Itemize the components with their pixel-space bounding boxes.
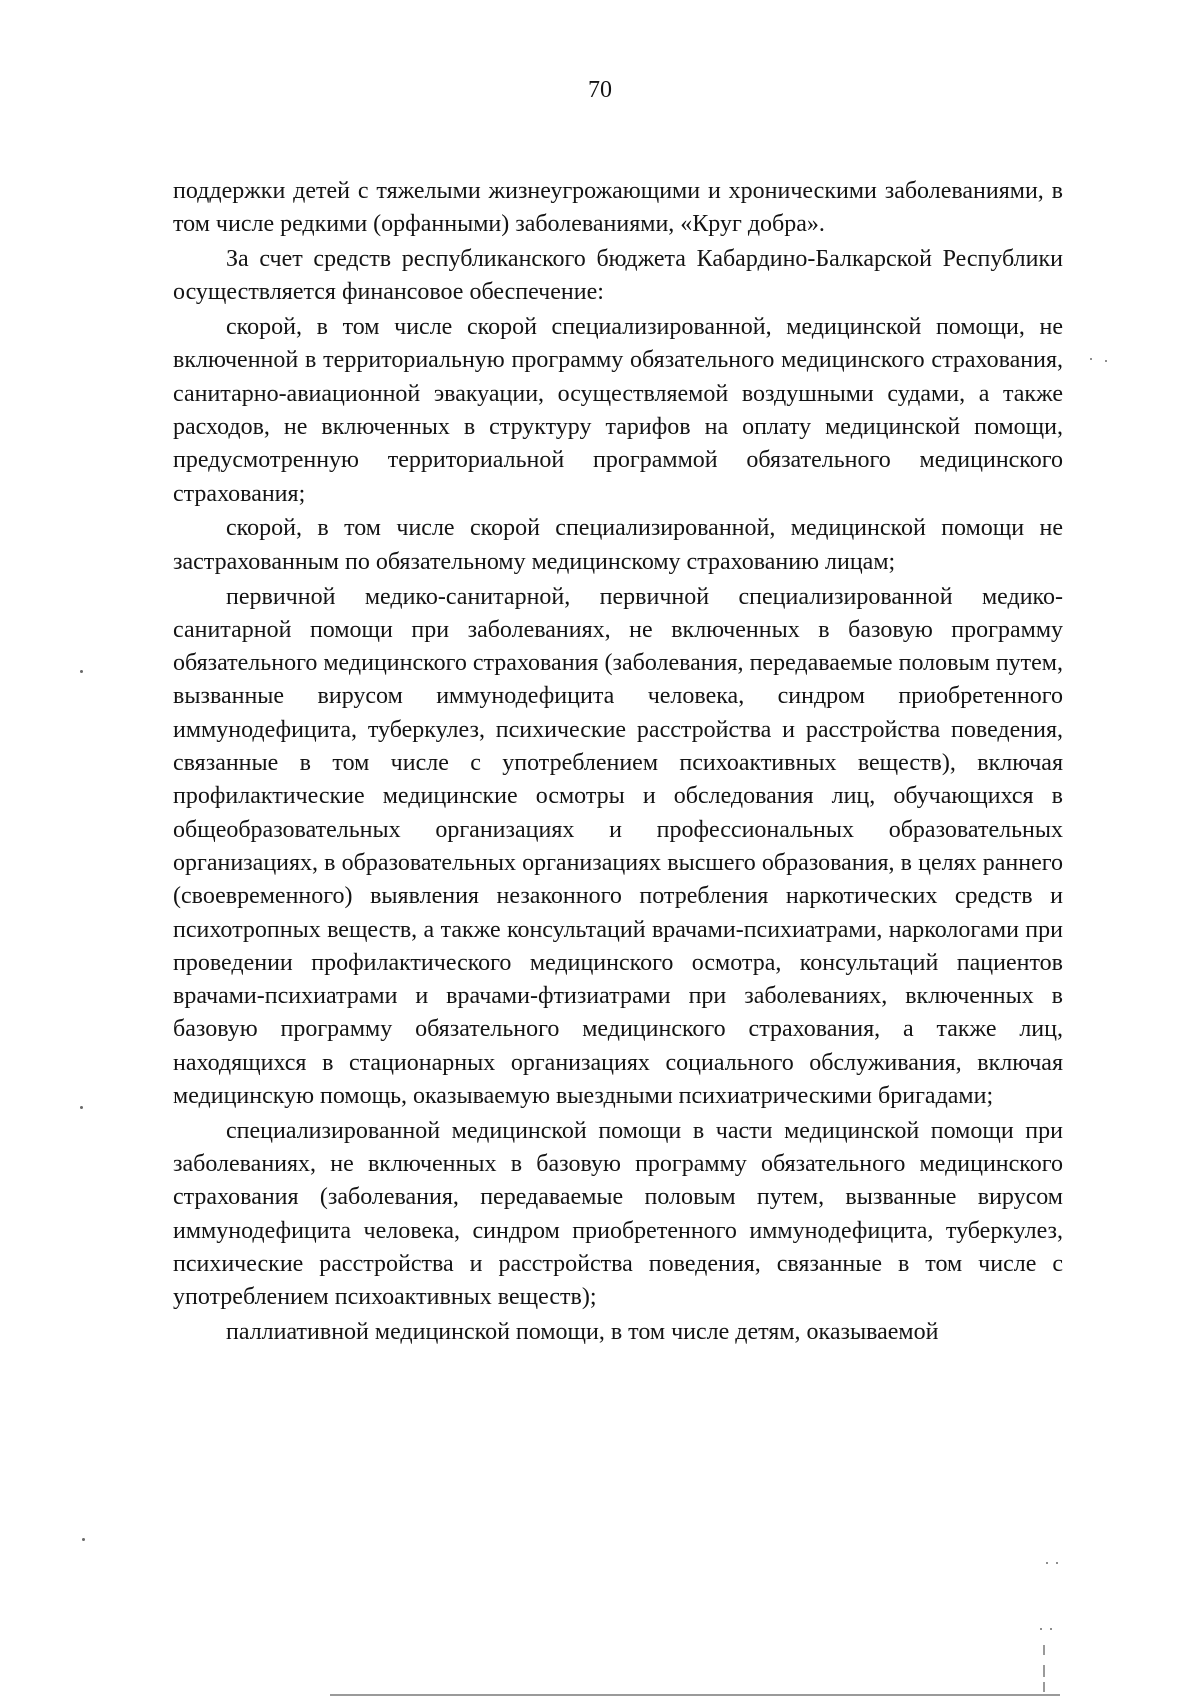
paragraph-emergency-uninsured: скорой, в том числе скорой специализированной, медицинской помощи не застрахованным по обязательному медицинскому страхованию лицам; — [173, 515, 1063, 575]
page-number: 70 — [588, 77, 612, 103]
paragraph-primary-care: первичной медико-санитарной, первичной специализированной медико-санитарной помощи при заболеваниях, не включенных в базовую программу обязательного медицинского страхования (заболевания, передаваемые половым путем, вызванные вирусом иммунодефицита человека, синдром приобретенного иммунодефицита, туберкулез, психические расстройства и расстройства поведения, связанные в том числе с употреблением психоактивных веществ), включая профилактические медицинские осмотры и обследования лиц, обучающихся в общеобразовательных организациях и профессиональных образовательных организациях, в образовательных организациях высшего образования, в целях раннего (своевременного) выявления незаконного потребления наркотических средств и психотропных веществ, а также консультаций врачами-психиатрами, наркологами при проведении профилактического медицинского осмотра, консультаций пациентов врачами-психиатрами и врачами-фтизиатрами при заболеваниях, включенных в базовую программу обязательного медицинского страхования, а также лиц, находящихся в стационарных организациях социального обслуживания, включая медицинскую помощь, оказываемую выездными психиатрическими бригадами; — [173, 583, 1063, 1110]
scan-speck — [1050, 1628, 1052, 1630]
paragraph-funding-intro: За счет средств республиканского бюджета Кабардино-Балкарской Республики осуществляется финансовое обеспечение: — [173, 246, 1063, 306]
paragraph-palliative-care: паллиативной медицинской помощи, в том числе детям, оказываемой — [226, 1319, 939, 1346]
scan-speck — [1046, 1562, 1048, 1564]
scan-speck — [80, 670, 83, 673]
scan-mark — [1043, 1682, 1045, 1692]
scan-speck — [1040, 1628, 1042, 1630]
scan-mark — [1043, 1645, 1045, 1655]
paragraph-specialized-care: специализированной медицинской помощи в части медицинской помощи при заболеваниях, не включенных в базовую программу обязательного медицинского страхования (заболевания, передаваемые половым путем, вызванные вирусом иммунодефицита человека, синдром приобретенного иммунодефицита, туберкулез, психические расстройства и расстройства поведения, связанные в том числе с употреблением психоактивных веществ); — [173, 1117, 1063, 1311]
scan-speck — [80, 1106, 83, 1109]
paragraph-emergency-care: скорой, в том числе скорой специализированной, медицинской помощи, не включенной в территориальную программу обязательного медицинского страхования, санитарно-авиационной эвакуации, осуществляемой воздушными судами, а также расходов, не включенных в структуру тарифов на оплату медицинской помощи, предусмотренную территориальной программой обязательного медицинского страхования; — [173, 314, 1063, 507]
scan-speck — [1090, 358, 1092, 360]
scan-edge-line — [330, 1694, 1060, 1696]
scan-mark — [1043, 1665, 1045, 1677]
scan-speck — [1105, 360, 1107, 362]
scan-speck — [1056, 1562, 1058, 1564]
scan-speck — [82, 1538, 85, 1541]
paragraph-continuation: поддержки детей с тяжелыми жизнеугрожающими и хроническими заболеваниями, в том числе редкими (орфанными) заболеваниями, «Круг добра». — [173, 178, 1063, 238]
document-body — [173, 175, 1063, 1351]
